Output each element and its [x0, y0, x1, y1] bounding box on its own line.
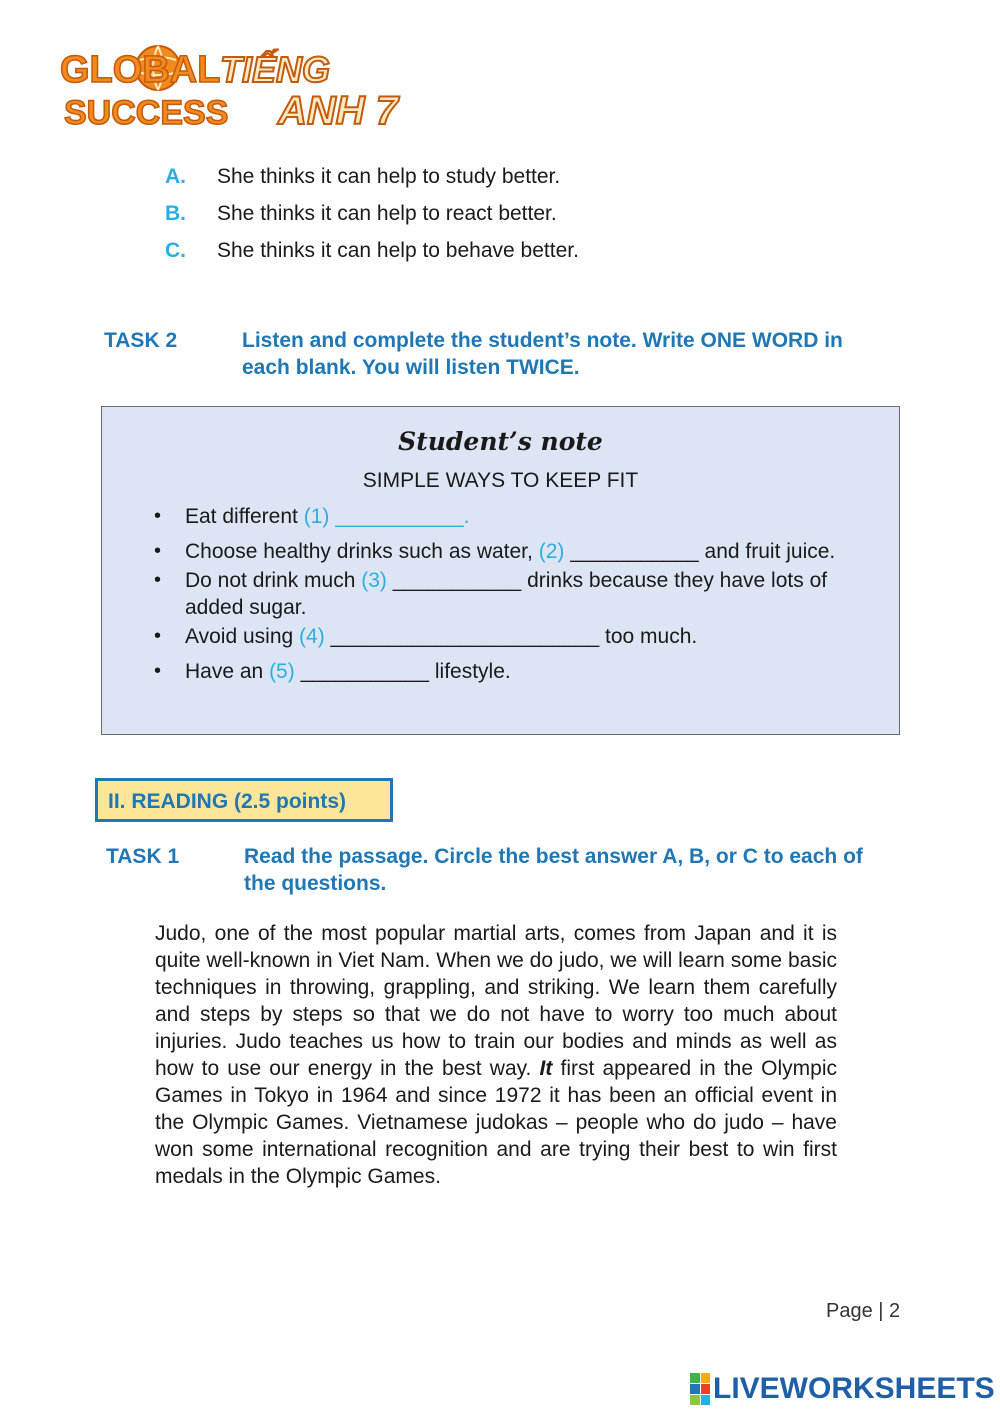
answer-blank[interactable]: ___________: [564, 540, 699, 563]
reading-passage: [155, 920, 837, 1190]
option-letter: A.: [165, 165, 186, 188]
icon-block: [690, 1395, 700, 1405]
blank-number: (5): [269, 660, 295, 683]
note-text: Do not drink much: [185, 569, 362, 592]
blank-number: (4): [299, 625, 325, 648]
logo-product-line2: ANH 7: [278, 89, 399, 133]
blank-number: (1): [303, 505, 330, 528]
note-item-1: [154, 503, 874, 530]
note-text: Avoid using: [185, 625, 300, 648]
option-text: She thinks it can help to study better.: [217, 165, 561, 188]
note-text: and fruit juice.: [698, 540, 836, 563]
passage-emphasis: It: [539, 1057, 553, 1080]
logo-graphic: [58, 34, 438, 134]
logo-product-line1: TIẾNG: [220, 49, 331, 90]
answer-blank[interactable]: ___________: [294, 660, 430, 683]
note-text: Choose healthy drinks such as water,: [185, 540, 539, 563]
answer-blank[interactable]: ___________.: [329, 505, 470, 528]
note-text: too much.: [599, 625, 698, 648]
liveworksheets-icon: [690, 1373, 710, 1405]
note-subtitle: SIMPLE WAYS TO KEEP FIT: [362, 469, 639, 492]
task2-label: TASK 2: [104, 329, 178, 352]
answer-options: [165, 165, 579, 276]
note-text: Have an: [185, 660, 270, 683]
icon-block: [701, 1395, 711, 1405]
task1-label: TASK 1: [106, 845, 180, 868]
note-text: Eat different: [185, 505, 304, 528]
option-c: [165, 239, 579, 276]
answer-blank[interactable]: _______________________: [324, 625, 600, 648]
liveworksheets-wordmark: LIVEWORKSHEETS: [713, 1372, 995, 1405]
answer-blank[interactable]: ___________: [386, 569, 522, 592]
option-a: [165, 165, 579, 202]
blank-number: (2): [538, 540, 565, 563]
note-item-3: [154, 567, 874, 621]
note-item-2: [154, 538, 874, 565]
icon-block: [701, 1373, 711, 1383]
option-text: She thinks it can help to behave better.: [217, 239, 579, 262]
option-letter: B.: [165, 202, 186, 225]
task2-instruction: Listen and complete the student’s note. Write ONE WORD in each blank. You will listen TWICE.: [242, 329, 843, 379]
student-note-box: [101, 406, 900, 735]
option-b: [165, 202, 579, 239]
passage-part1: Judo, one of the most popular martial arts, comes from Japan and it is quite well-known in Viet Nam. When we do judo, we will learn some basic techniques in throwing, grappling, and striking. We learn them carefully and steps by steps so that we do not have to worry too much about injuries. Judo teaches us how to train our bodies and minds as well as how to use our energy in the best way.: [155, 922, 837, 1080]
task1-instruction: Read the passage. Circle the best answer A, B, or C to each of the questions.: [244, 845, 863, 895]
task2-heading: [104, 327, 862, 381]
option-letter: C.: [165, 239, 186, 262]
option-text: She thinks it can help to react better.: [217, 202, 557, 225]
note-item-4: [154, 623, 874, 650]
note-list: [154, 503, 874, 685]
reading-section-heading: II. READING (2.5 points): [95, 778, 393, 822]
note-text: drinks because they have lots of added sugar.: [185, 569, 828, 619]
passage-part2: first appeared in the Olympic Games in Tokyo in 1964 and since 1972 it has been an official event in the Olympic Games. Vietnamese judokas – people who do judo – have won some international recognition and are trying their best to win first medals in the Olympic Games.: [155, 1057, 837, 1188]
global-success-logo: [58, 34, 438, 134]
blank-number: (3): [361, 569, 387, 592]
task1-heading: [106, 843, 864, 897]
icon-block: [701, 1384, 711, 1394]
note-text: lifestyle.: [429, 660, 511, 683]
page-number: Page | 2: [826, 1300, 901, 1322]
note-item-5: [154, 658, 874, 685]
liveworksheets-brand[interactable]: [690, 1372, 995, 1406]
icon-block: [690, 1373, 700, 1383]
note-title: Student’s note: [398, 427, 603, 456]
icon-block: [690, 1384, 700, 1394]
logo-brand-bottom: SUCCESS: [64, 94, 229, 132]
logo-brand-top: GLOBAL: [60, 49, 221, 91]
